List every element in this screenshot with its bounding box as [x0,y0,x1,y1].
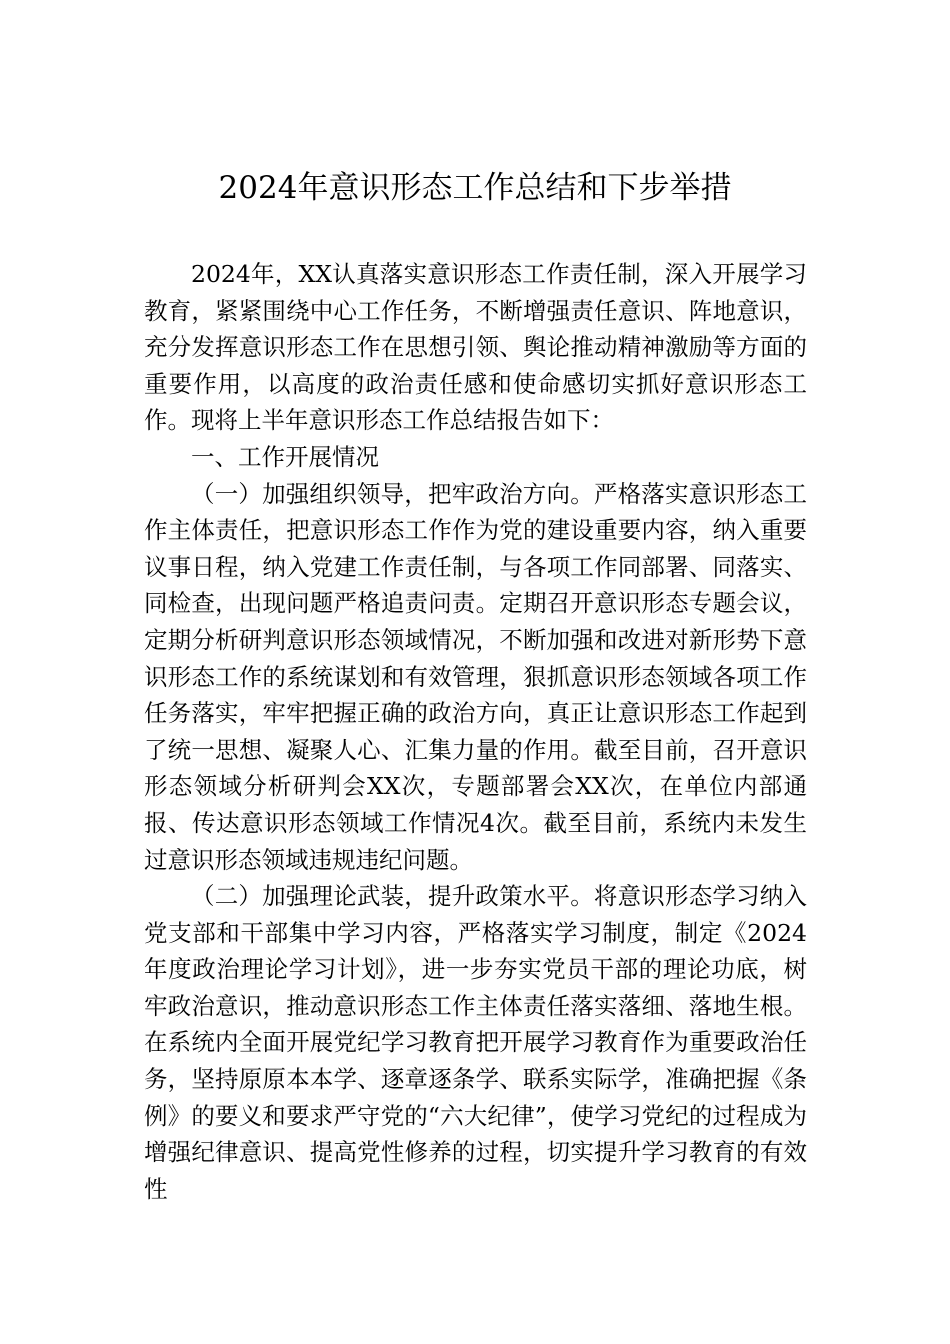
document-body [144,256,807,1207]
section-paragraph-2: （二）加强理论武装，提升政策水平。将意识形态学习纳入党支部和干部集中学习内容，严格落实学习制度，制定《2024年度政治理论学习计划》，进一步夯实党员干部的理论功底，树牢政治意识，推动意识形态工作主体责任落实落细、落地生根。在系统内全面开展党纪学习教育把开展学习教育作为重要政治任务，坚持原原本本学、逐章逐条学、联系实际学，准确把握《条例》的要义和要求严守党的“六大纪律”，使学习党纪的过程成为增强纪律意识、提高党性修养的过程，切实提升学习教育的有效性 [144,882,807,1203]
section-paragraph-1: （一）加强组织领导，把牢政治方向。严格落实意识形态工作主体责任，把意识形态工作作为党的建设重要内容，纳入重要议事日程，纳入党建工作责任制，与各项工作同部署、同落实、同检查，出现问题严格追责问责。定期召开意识形态专题会议，定期分析研判意识形态领域情况，不断加强和改进对新形势下意识形态工作的系统谋划和有效管理，狠抓意识形态领域各项工作任务落实，牢牢把握正确的政治方向，真正让意识形态工作起到了统一思想、凝聚人心、汇集力量的作用。截至目前，召开意识形态领域分析研判会XX次，专题部署会XX次，在单位内部通报、传达意识形态领域工作情况4次。截至目前，系统内未发生过意识形态领域违规违纪问题。 [144,479,807,874]
intro-paragraph: 2024年，XX认真落实意识形态工作责任制，深入开展学习教育，紧紧围绕中心工作任务，不断增强责任意识、阵地意识，充分发挥意识形态工作在思想引领、舆论推动精神激励等方面的重要作用，以高度的政治责任感和使命感切实抓好意识形态工作。现将上半年意识形态工作总结报告如下： [144,260,807,435]
section-heading: 一、工作开展情况 [191,442,379,471]
document-title: 2024年意识形态工作总结和下步举措 [218,170,732,206]
